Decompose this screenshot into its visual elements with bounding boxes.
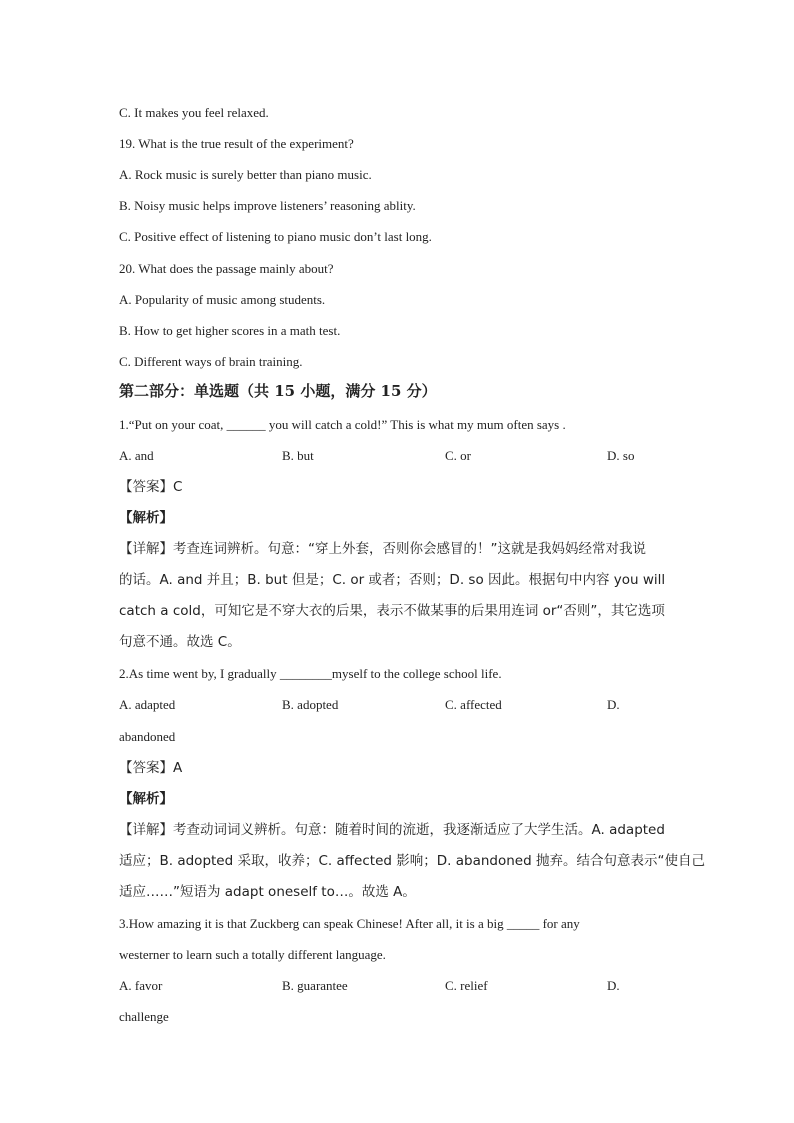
- q1-detail-line: 【详解】考查连词辨析。句意：“穿上外套，否则你会感冒的！”这就是我妈妈经常对我说: [119, 541, 646, 557]
- q2-detail-line: 适应；B. adopted 采取，收养；C. affected 影响；D. abandoned 抛弃。结合句意表示“使自己: [119, 853, 705, 869]
- q1-answer: 【答案】C: [119, 479, 183, 495]
- q19-option-c: C. Positive effect of listening to piano music don’t last long.: [119, 229, 432, 244]
- q1-option-a: A. and: [119, 448, 154, 463]
- q1-stem: 1.“Put on your coat, ______ you will catch a cold!” This is what my mum often says .: [119, 417, 566, 432]
- q2-detail-line: 【详解】考查动词词义辨析。句意：随着时间的流逝，我逐渐适应了大学生活。A. adapted: [119, 822, 665, 838]
- q19-option-a: A. Rock music is surely better than piano music.: [119, 167, 372, 182]
- q2-option-c: C. affected: [445, 697, 502, 712]
- q1-option-c: C. or: [445, 448, 471, 463]
- q2-stem: 2.As time went by, I gradually ________myself to the college school life.: [119, 666, 502, 681]
- q1-analysis-label: 【解析】: [119, 510, 173, 526]
- q2-option-b: B. adopted: [282, 697, 339, 712]
- q19-stem: 19. What is the true result of the experiment?: [119, 136, 354, 151]
- q2-option-d-text: abandoned: [119, 729, 176, 744]
- q20-stem: 20. What does the passage mainly about?: [119, 261, 334, 276]
- q19-option-b: B. Noisy music helps improve listeners’ reasoning ablity.: [119, 198, 416, 213]
- q3-option-d-text: challenge: [119, 1009, 169, 1024]
- q20-option-c: C. Different ways of brain training.: [119, 354, 303, 369]
- q2-option-a: A. adapted: [119, 697, 176, 712]
- q3-option-d: D.: [607, 978, 620, 993]
- q3-option-c: C. relief: [445, 978, 488, 993]
- q1-option-b: B. but: [282, 448, 314, 463]
- q2-answer: 【答案】A: [119, 760, 183, 776]
- q3-stem-continued: westerner to learn such a totally different language.: [119, 947, 386, 962]
- q1-detail-line: 的话。A. and 并且；B. but 但是；C. or 或者；否则；D. so 因此。根据句中内容 you will: [119, 572, 666, 588]
- q18-option-c: C. It makes you feel relaxed.: [119, 105, 269, 120]
- q1-option-d: D. so: [607, 448, 635, 463]
- q3-option-a: A. favor: [119, 978, 163, 993]
- q2-analysis-label: 【解析】: [119, 791, 173, 807]
- q2-option-d: D.: [607, 697, 620, 712]
- q20-option-b: B. How to get higher scores in a math test.: [119, 323, 341, 338]
- q1-detail-line: catch a cold，可知它是不穿大衣的后果，表示不做某事的后果用连词 or“否则”，其它选项: [119, 603, 665, 619]
- q3-stem: 3.How amazing it is that Zuckberg can speak Chinese! After all, it is a big _____ for any: [119, 916, 580, 931]
- q1-detail-line: 句意不通。故选 C。: [119, 634, 241, 650]
- section2-heading: 第二部分：单选题（共 15 小题，满分 15 分）: [119, 382, 437, 400]
- q2-detail-line: 适应……”短语为 adapt oneself to…。故选 A。: [119, 884, 416, 900]
- q20-option-a: A. Popularity of music among students.: [119, 292, 326, 307]
- q3-option-b: B. guarantee: [282, 978, 348, 993]
